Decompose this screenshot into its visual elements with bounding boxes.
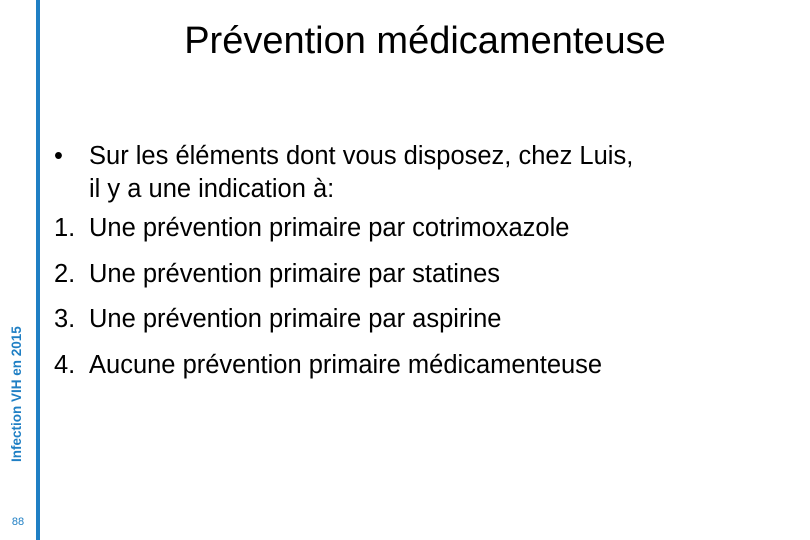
option-number: 3. [54, 305, 76, 333]
page-number: 88 [11, 516, 25, 528]
sidebar-label: Infection VIH en 2015 [9, 326, 24, 462]
slide-content [54, 134, 794, 388]
option-item-4[interactable] [54, 343, 794, 389]
sidebar-divider [36, 0, 40, 540]
option-number: 4. [54, 350, 76, 379]
option-text: Aucune prévention primaire médicamenteuse [89, 350, 603, 379]
sidebar [0, 0, 36, 540]
slide-title: Prévention médicamenteuse [184, 20, 666, 62]
question-text [54, 134, 794, 206]
option-item-2[interactable] [54, 252, 794, 298]
option-item-3[interactable] [54, 297, 794, 343]
question-text-line2: il y a une indication à: [89, 175, 335, 203]
bullet-marker: • [54, 142, 63, 170]
option-item-1[interactable] [54, 206, 794, 252]
option-number: 1. [54, 214, 76, 242]
question-bullet [54, 134, 794, 206]
option-text: Une prévention primaire par cotrimoxazole [89, 214, 570, 242]
option-text: Une prévention primaire par aspirine [89, 305, 502, 333]
option-text: Une prévention primaire par statines [89, 259, 501, 288]
option-number: 2. [54, 259, 76, 288]
question-text-line1: Sur les éléments dont vous disposez, chez Luis, [89, 142, 634, 170]
